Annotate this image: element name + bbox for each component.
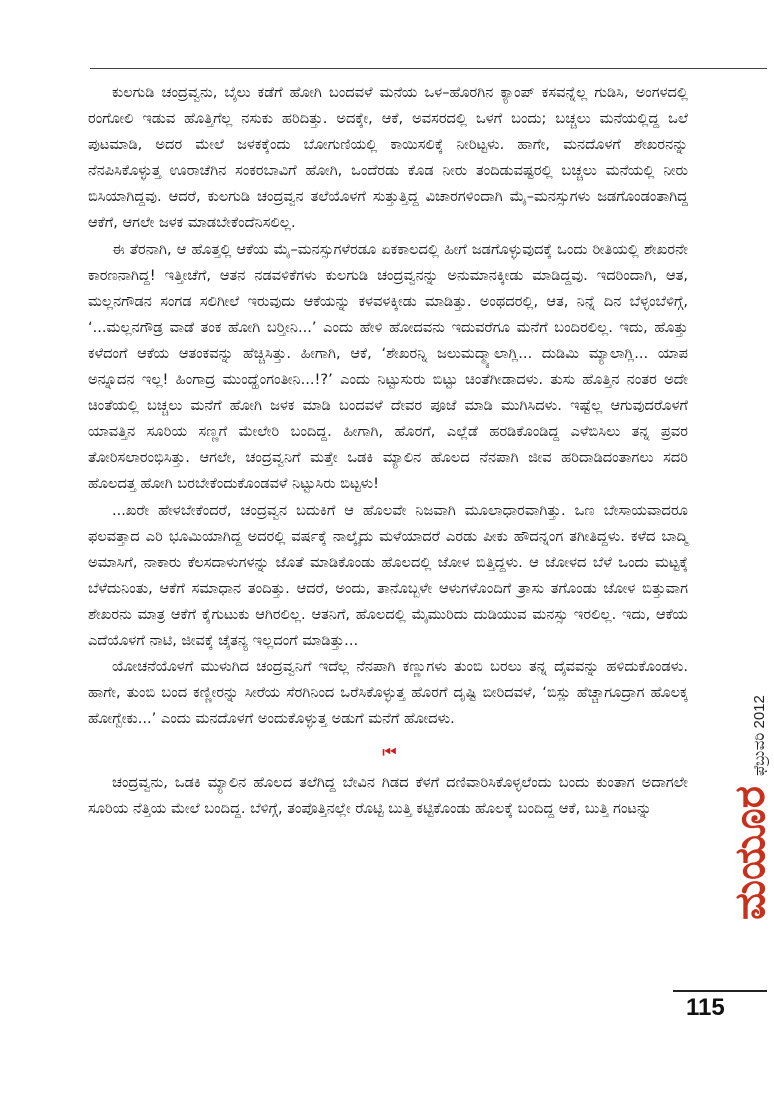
paragraph: ಕುಲಗುಡಿ ಚಂದ್ರವ್ವನು, ಬೈಲು ಕಡೆಗೆ ಹೋಗಿ ಬಂದವಳೆ ಮನೆಯ ಒಳ–ಹೊರಗಿನ ಕ್ಯಾಂಪ್ ಕಸವನ್ನೆಲ್ಲ ಗುಡಿಸಿ, ಅಂಗಳದಲ್ಲಿ ರಂಗೋಲಿ ಇಡುವ ಹೊತ್ತಿಗೆಲ್ಲ ನಸುಕು ಹರಿದಿತ್ತು. ಅದಕ್ಕೇ, ಆಕೆ, ಅವಸರದಲ್ಲಿ ಒಳಗೆ ಬಂದು; ಬಚ್ಚಲು ಮನೆಯಲ್ಲಿದ್ದ ಒಲೆ ಪುಟಮಾಡಿ, ಅದರ ಮೇಲೆ ಜಳಕಕ್ಕೆಂದು ಬೋಗುಣಿಯಲ್ಲಿ ಕಾಯಿಸಲಿಕ್ಕೆ ನೀರಿಟ್ಟಳು. ಹಾಗೇ, ಮನದೊಳಗೆ ಶೇಖರನನ್ನು ನೆನಪಿಸಿಕೊಳ್ಳುತ್ತ ಊರಾಚೆಗಿನ ಸಂಕರಬಾವಿಗೆ ಹೋಗಿ, ಒಂದೆರಡು ಕೊಡ ನೀರು ತಂದಿಡುವಷ್ಟರಲ್ಲಿ ಬಚ್ಚಲು ಮನೆಯಲ್ಲಿ ನೀರು ಬಿಸಿಯಾಗಿದ್ದವು. ಆದರೆ, ಕುಲಗುಡಿ ಚಂದ್ರವ್ವನ ತಲೆಯೊಳಗೆ ಸುತ್ತುತ್ತಿದ್ದ ವಿಚಾರಗಳಿಂದಾಗಿ ಮೈ–ಮನಸ್ಸುಗಳು ಜಡಗೊಂಡಂತಾಗಿದ್ದ ಆಕೆಗೆ, ಆಗಲೇ ಜಳಕ ಮಾಡಬೇಕೆಂದೆನಿಸಲಿಲ್ಲ. xyxy=(88,84,688,232)
magazine-side-label xyxy=(725,695,774,920)
issue-date: ಫೆಬ್ರುವರಿ 2012 xyxy=(751,695,768,777)
paragraph: ...ಖರೇ ಹೇಳಬೇಕೆಂದರೆ, ಚಂದ್ರವ್ವನ ಬದುಕಿಗೆ ಆ ಹೊಲವೇ ನಿಜವಾಗಿ ಮೂಲಾಧಾರವಾಗಿತ್ತು. ಒಣ ಬೇಸಾಯವಾದರೂ ಫಲವತ್ತಾದ ಎರಿ ಭೂಮಿಯಾಗಿದ್ದ ಅದರಲ್ಲಿ ವರ್ಷಕ್ಕೆ ನಾಲ್ಕೈದು ಮಳೆಯಾದರೆ ಎರಡು ಪೀಕು ಹೌದನ್ನಂಗ ತಗೀತಿದ್ದಳು. ಕಳೆದ ಬಾದ್ಮಿ ಅಮಾಸಿಗೆ, ನಾಕಾರು ಕೆಲಸದಾಳುಗಳನ್ನು ಜೊತೆ ಮಾಡಿಕೊಂಡು ಹೊಲದಲ್ಲಿ ಜೋಳ ಬಿತ್ತಿದ್ದಳು. ಆ ಜೋಳದ ಬೆಳೆ ಒಂದು ಮಟ್ಟಕ್ಕೆ ಬೆಳೆದುನಿಂತು, ಆಕೆಗೆ ಸಮಾಧಾನ ತಂದಿತ್ತು. ಆದರೆ, ಅಂದು, ತಾನೊಬ್ಬಳೇ ಆಳುಗಳೊಂದಿಗೆ ತ್ರಾಸು ತಗೊಂಡು ಜೋಳ ಬಿತ್ತುವಾಗ ಶೇಖರನು ಮಾತ್ರ ಆಕೆಗೆ ಕೈಗುಟುಕು ಆಗಿರಲಿಲ್ಲ. ಆತನಿಗೆ, ಹೊಲದಲ್ಲಿ ಮೈಮುರಿದು ದುಡಿಯುವ ಮನಸ್ಸು ಇರಲಿಲ್ಲ. ಇದು, ಆಕೆಯ ಎದೆಯೊಳಗೆ ನಾಟಿ, ಜೀವಕ್ಕೆ ಚೈತನ್ಯ ಇಲ್ಲದಂಗೆ ಮಾಡಿತ್ತು... xyxy=(88,501,688,649)
article-body xyxy=(88,80,688,823)
page-number: 115 xyxy=(686,994,725,1021)
paragraph: ಚಂದ್ರವ್ವನು, ಒಡಕಿ ಮ್ಯಾಲಿನ ಹೊಲದ ತಲೆಗಿದ್ದ ಬೇವಿನ ಗಿಡದ ಕೆಳಗೆ ದಣಿವಾರಿಸಿಕೊಳ್ಳಲೆಂದು ಬಂದು ಕುಂತಾಗ ಅದಾಗಲೇ ಸೂರಿಯ ನೆತ್ತಿಯ ಮೇಲೆ ಬಂದಿದ್ದ. ಬೆಳಿಗ್ಗೆ, ತಂಪೊತ್ತಿನಲ್ಲೇ ರೊಟ್ಟಿ ಬುತ್ತಿ ಕಟ್ಟಿಕೊಂಡು ಹೊಲಕ್ಕೆ ಬಂದಿದ್ದ ಆಕೆ, ಬುತ್ತಿ ಗಂಟನ್ನು xyxy=(88,774,688,818)
magazine-title: ಮಯೂರ xyxy=(725,786,774,920)
top-rule xyxy=(90,68,767,69)
section-break-icon: ⏮ xyxy=(382,742,394,762)
paragraph: ಯೋಚನೆಯೊಳಗೆ ಮುಳುಗಿದ ಚಂದ್ರವ್ವನಿಗೆ ಇದೆಲ್ಲ ನೆನಪಾಗಿ ಕಣ್ಣುಗಳು ತುಂಬಿ ಬರಲು ತನ್ನ ದೈವವನ್ನು ಹಳಿದುಕೊಂಡಳು. ಹಾಗೇ, ತುಂಬಿ ಬಂದ ಕಣ್ಣೀರನ್ನು ಸೀರೆಯ ಸೆರಗಿನಿಂದ ಒರೆಸಿಕೊಳ್ಳುತ್ತ ಹೊರಗೆ ದೃಷ್ಟಿ ಬೀರಿದವಳೆ, ‘ಬಿಸ್ಲು ಹೆಚ್ಚಾಗೂದ್ರಾಗ ಹೊಲಕ್ಕ ಹೋಗ್ಬೇಕು...’ ಎಂದು ಮನದೊಳಗೆ ಅಂದುಕೊಳ್ಳುತ್ತ ಅಡುಗೆ ಮನೆಗೆ ಹೋದಳು. xyxy=(88,658,688,728)
page-number-rule xyxy=(673,990,767,992)
paragraph: ಈ ತೆರನಾಗಿ, ಆ ಹೊತ್ತಲ್ಲಿ ಆಕೆಯ ಮೈ–ಮನಸ್ಸುಗಳೆರಡೂ ಏಕಕಾಲದಲ್ಲಿ ಹೀಗೆ ಜಡಗೊಳ್ಳುವುದಕ್ಕೆ ಒಂದು ರೀತಿಯಲ್ಲಿ ಶೇಖರನೇ ಕಾರಣನಾಗಿದ್ದ! ಇತ್ತೀಚೆಗೆ, ಆತನ ನಡವಳಿಕೆಗಳು ಕುಲಗುಡಿ ಚಂದ್ರವ್ವನನ್ನು ಅನುಮಾನಕ್ಕೀಡು ಮಾಡಿದ್ದವು. ಇದರಿಂದಾಗಿ, ಆತ, ಮಲ್ಲನಗೌಡನ ಸಂಗಡ ಸಲಿಗೀಲೆ ಇರುವುದು ಆಕೆಯನ್ನು ಕಳವಳಕ್ಕೀಡು ಮಾಡಿತ್ತು. ಅಂಥದರಲ್ಲಿ, ಆತ, ನಿನ್ನೆ ದಿನ ಬೆಳ್ಳಂಬೆಳಿಗ್ಗೆ, ‘...ಮಲ್ಲನಗೌಡ್ರ ವಾಡೆ ತಂಕ ಹೋಗಿ ಬರ್‍ತೀನಿ...’ ಎಂದು ಹೇಳಿ ಹೋದವನು ಇದುವರೆಗೂ ಮನೆಗೆ ಬಂದಿರಲಿಲ್ಲ. ಇದು, ಹೊತ್ತು ಕಳೆದಂಗೆ ಆಕೆಯ ಆತಂಕವನ್ನು ಹೆಚ್ಚಿಸಿತ್ತು. ಹೀಗಾಗಿ, ಆಕೆ, ‘ಶೇಖರನ್ನಿ ಜಲುಮದ್ಮ್ಯಾಲಾಗ್ಲಿ... ದುಡಿಮಿ ಮ್ಯಾಲಾಗ್ಲಿ... ಯಾಪ ಅನ್ನೂದನ ಇಲ್ಲ! ಹಿಂಗಾದ್ರ ಮುಂದ್ಹೆಂಗಂತೀನಿ...!?’ ಎಂದು ನಿಟ್ಟುಸುರು ಬಿಟ್ಟು ಚಿಂತೆಗೀಡಾದಳು. ತುಸು ಹೊತ್ತಿನ ನಂತರ ಅದೇ ಚಿಂತೆಯಲ್ಲಿ ಬಚ್ಚಲು ಮನೆಗೆ ಹೋಗಿ ಜಳಕ ಮಾಡಿ ಬಂದವಳೆ ದೇವರ ಪೂಜೆ ಮಾಡಿ ಮುಗಿಸಿದಳು. ಇಷ್ಟೆಲ್ಲ ಆಗುವುದರೊಳಗೆ ಯಾವತ್ತಿನ ಸೂರಿಯ ಸಣ್ಣಗೆ ಮೇಲೇರಿ ಬಂದಿದ್ದ. ಹೀಗಾಗಿ, ಹೊರಗೆ, ಎಲ್ಲೆಡೆ ಹರಡಿಕೊಂಡಿದ್ದ ಎಳೆಬಿಸಿಲು ತನ್ನ ಪ್ರವರ ತೋರಿಸಲಾರಂಭಿಸಿತ್ತು. ಆಗಲೇ, ಚಂದ್ರವ್ವನಿಗೆ ಮತ್ತೇ ಒಡಕಿ ಮ್ಯಾಲಿನ ಹೊಲದ ನೆನಪಾಗಿ ಜೀವ ಹರಿದಾಡಿದಂತಾಗಲು ಸದರಿ ಹೊಲದತ್ತ ಹೋಗಿ ಬರಬೇಕೆಂದುಕೊಂಡವಳೆ ನಿಟ್ಟುಸಿರು ಬಿಟ್ಟಳು! xyxy=(88,240,688,493)
